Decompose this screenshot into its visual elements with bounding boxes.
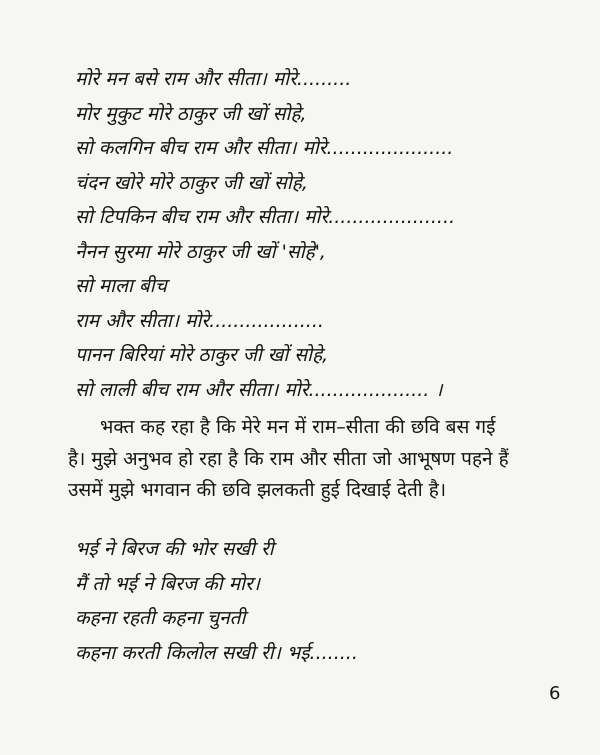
verse-line: सो माला बीच (75, 275, 167, 297)
verse-line: कहना करती किलोल सखी री। भई........ (75, 641, 358, 664)
verse-line: सो कलगिन बीच राम और सीता। मोरे..................... (75, 137, 454, 159)
verse-line: भई ने बिरज की भोर सखी री (75, 538, 274, 560)
verse-line: मैं तो भई ने बिरज की मोर। (75, 572, 260, 595)
paragraph-line: भक्त कह रहा है कि मेरे मन में राम–सीता की छवि बस गई (100, 416, 496, 438)
explanation-paragraph (68, 412, 538, 507)
paragraph-line: है। मुझे अनुभव हो रहा है कि राम और सीता जो आभूषण पहने हैं (68, 447, 509, 470)
song-verse-1 (75, 62, 455, 407)
verse-line: कहना रहती कहना चुनती (75, 607, 246, 629)
verse-line: सो टिपकिन बीच राम और सीता। मोरे..................... (75, 206, 456, 228)
song-verse-2 (75, 532, 358, 670)
page-number: 6 (549, 683, 561, 704)
verse-line: मोर मुकुट मोरे ठाकुर जी खों सोहे, (75, 102, 307, 125)
paragraph-line: उसमें मुझे भगवान की छवि झलकती हुई दिखाई देती है। (68, 479, 447, 501)
verse-line: मोरे मन बसे राम और सीता। मोरे......... (75, 68, 352, 90)
verse-line: राम और सीता। मोरे................... (75, 309, 324, 332)
verse-line: चंदन खोरे मोरे ठाकुर जी खों सोहे, (75, 171, 308, 194)
verse-line: नैनन सुरमा मोरे ठाकुर जी खों 'सोहे', (75, 240, 326, 263)
verse-line: पानन बिरियां मोरे ठाकुर जी खों सोहे, (75, 344, 329, 366)
verse-line: सो लाली बीच राम और सीता। मोरे.................... । (75, 378, 443, 401)
